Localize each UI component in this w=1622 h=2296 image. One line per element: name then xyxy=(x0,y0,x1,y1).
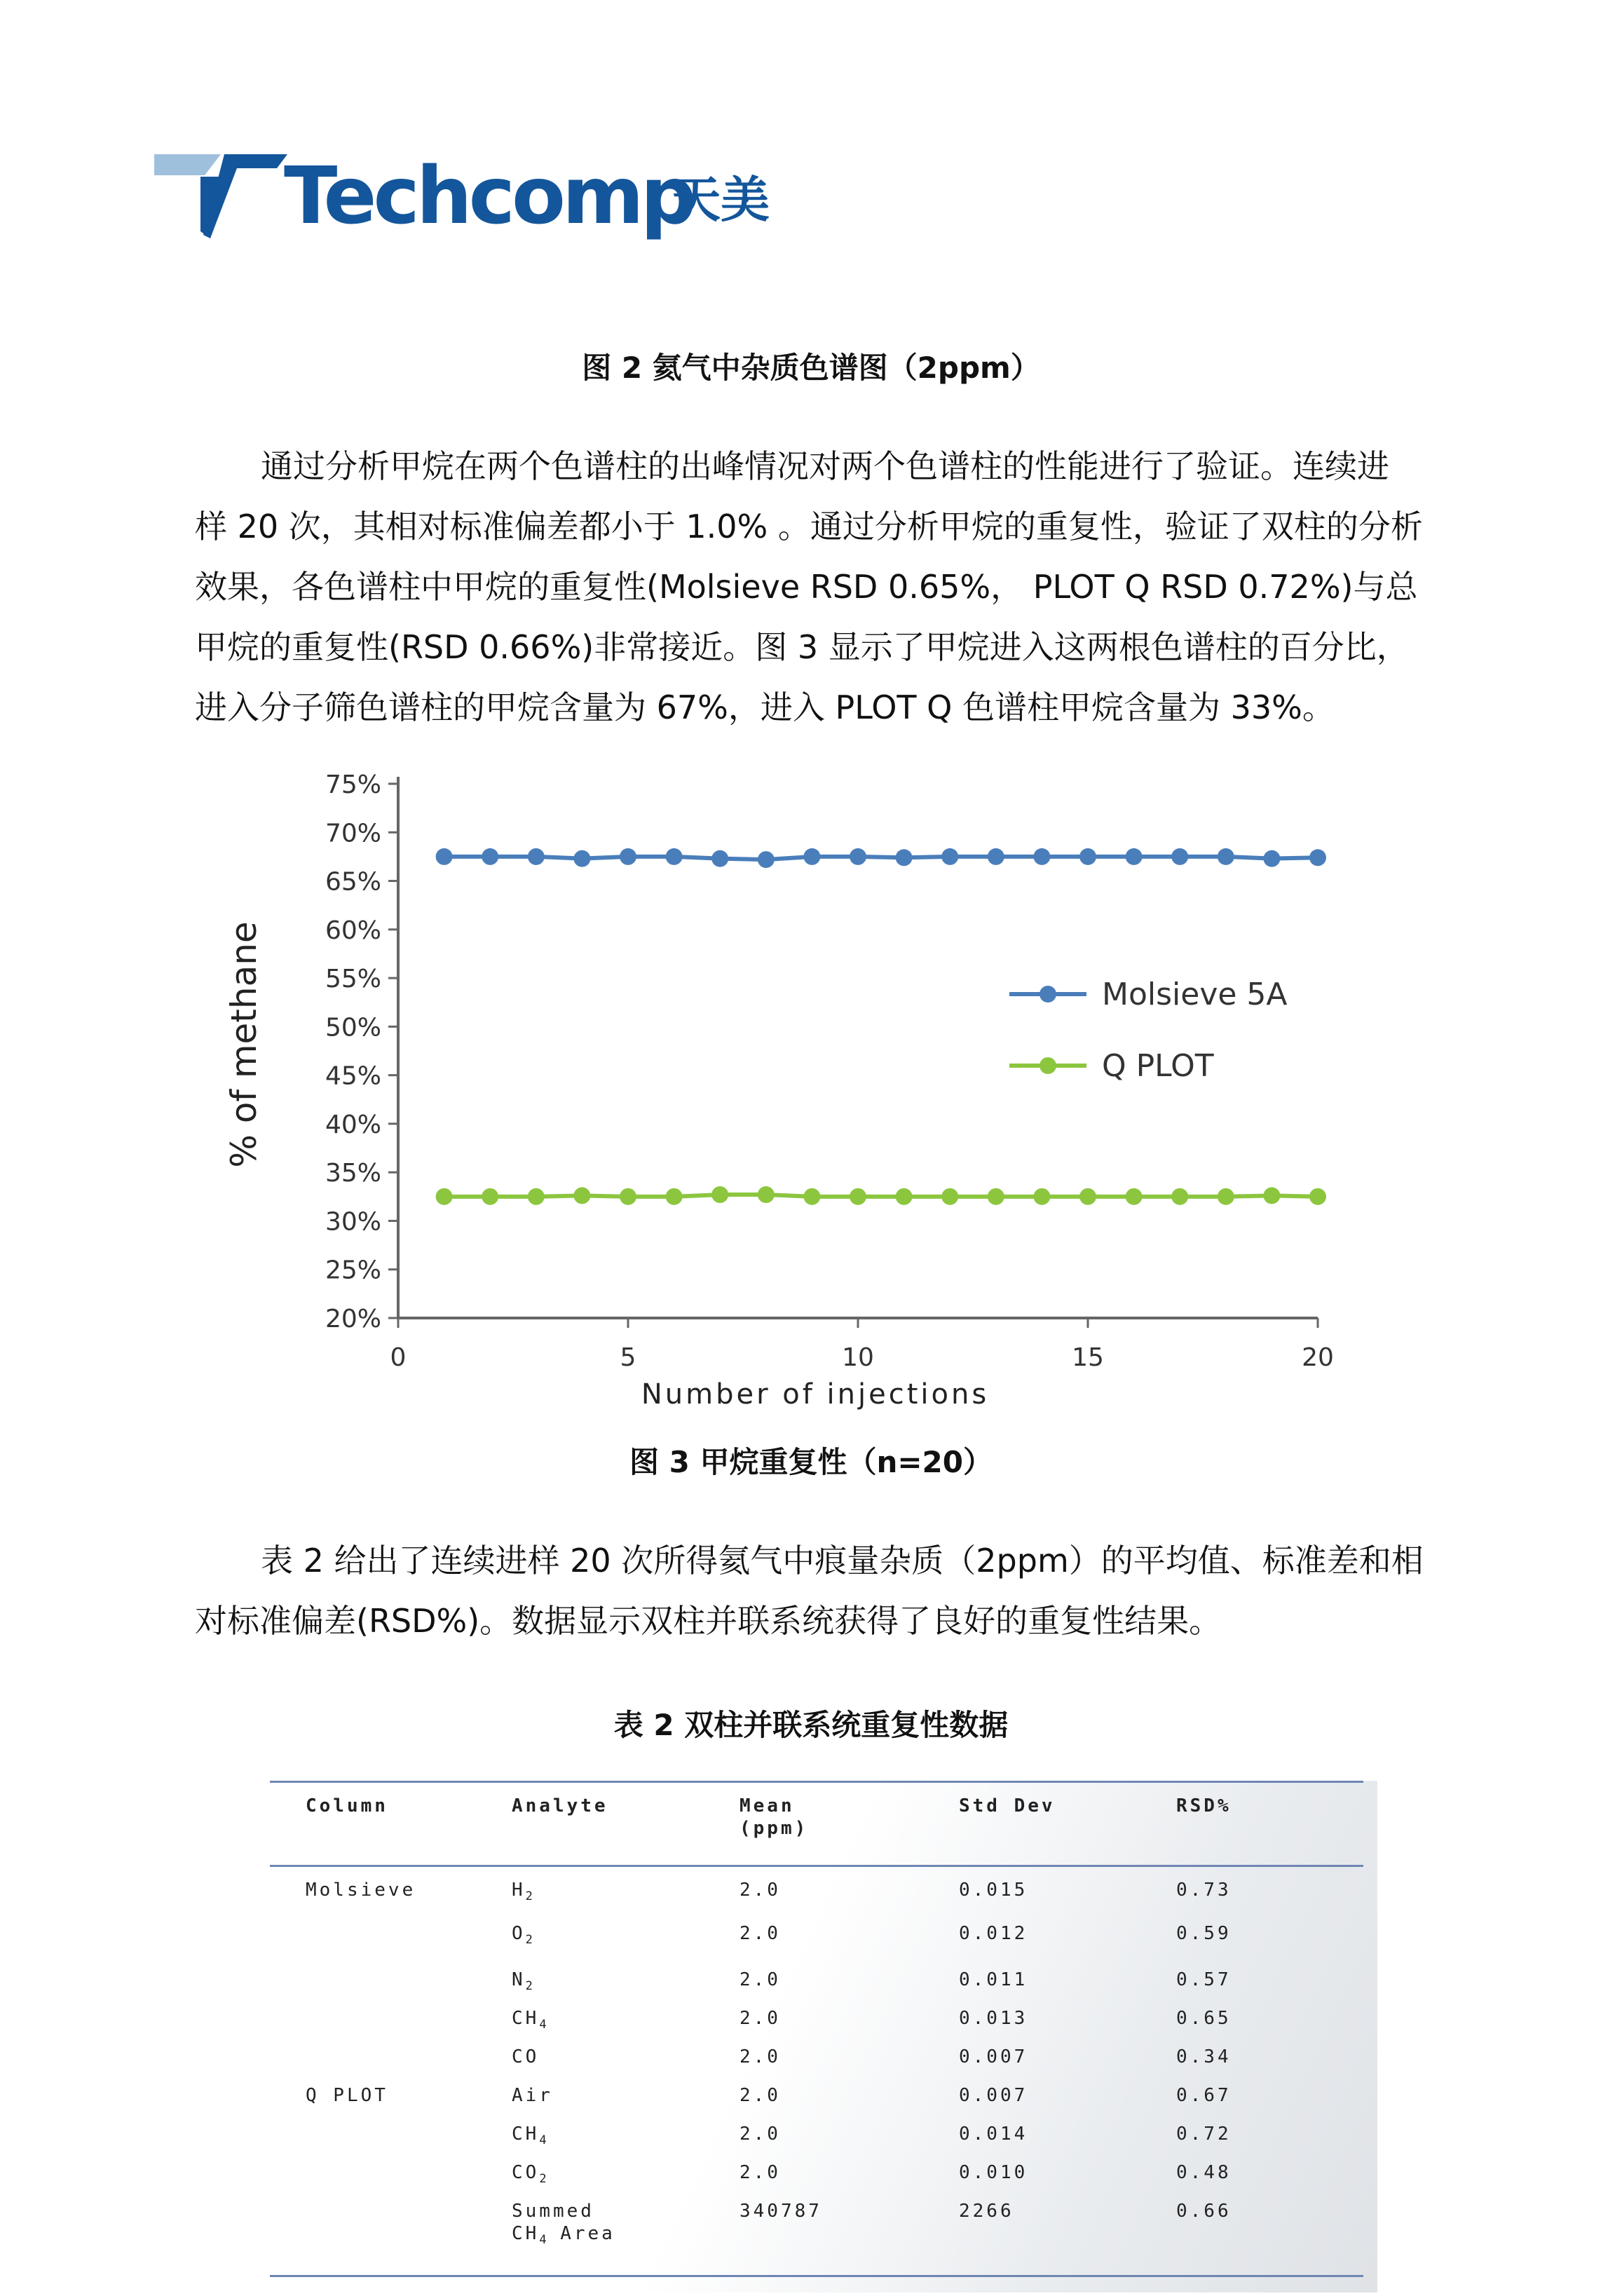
table-top-rule xyxy=(270,1781,1363,1783)
data-point xyxy=(896,1188,913,1205)
y-tick-label: 30% xyxy=(325,1207,381,1237)
data-point xyxy=(528,1188,545,1205)
y-tick-label: 60% xyxy=(325,916,381,945)
y-tick-label: 25% xyxy=(325,1256,381,1285)
data-point xyxy=(1079,848,1096,865)
data-point xyxy=(436,848,453,865)
header-mean: Mean xyxy=(740,1795,795,1816)
cell-mean: 2.0 xyxy=(740,2046,781,2067)
header-std-dev: Std Dev xyxy=(959,1795,1056,1816)
cell-analyte: $CH_4$ xyxy=(512,2124,547,2147)
cell-std-dev: 2266 xyxy=(959,2201,1014,2222)
cell-rsd: 0.57 xyxy=(1176,1969,1232,1990)
data-point xyxy=(1033,1188,1050,1205)
data-point xyxy=(1033,848,1050,865)
data-point xyxy=(1171,1188,1188,1205)
data-point xyxy=(1126,848,1143,865)
data-point xyxy=(803,848,820,865)
data-point xyxy=(850,848,866,865)
cell-mean: 2.0 xyxy=(740,1969,781,1990)
cell-mean: 2.0 xyxy=(740,1923,781,1944)
data-point xyxy=(436,1188,453,1205)
cell-std-dev: 0.007 xyxy=(959,2085,1028,2106)
data-point xyxy=(1171,848,1188,865)
cell-analyte: $O_2$ xyxy=(512,1923,533,1947)
cell-analyte: $H_2$ xyxy=(512,1880,533,1903)
y-tick-label: 45% xyxy=(325,1061,381,1091)
data-point xyxy=(666,848,683,865)
y-tick-label: 35% xyxy=(325,1159,381,1188)
cell-column: Molsieve xyxy=(306,1880,416,1901)
cell-analyte: CO xyxy=(512,2046,540,2067)
techcomp-logo xyxy=(154,147,855,245)
x-tick-label: 0 xyxy=(390,1343,407,1372)
techcomp-logo-mark-icon xyxy=(154,147,287,245)
cell-rsd: 0.72 xyxy=(1176,2124,1232,2145)
cell-rsd: 0.65 xyxy=(1176,2008,1232,2029)
cell-std-dev: 0.012 xyxy=(959,1923,1028,1944)
data-point xyxy=(850,1188,866,1205)
data-point xyxy=(482,1188,498,1205)
cell-rsd: 0.67 xyxy=(1176,2085,1232,2106)
cell-mean: 2.0 xyxy=(740,1880,781,1901)
data-point xyxy=(711,1186,728,1203)
data-point xyxy=(941,848,958,865)
y-tick-label: 65% xyxy=(325,867,381,897)
header-analyte: Analyte xyxy=(512,1795,608,1816)
data-point xyxy=(1218,1188,1234,1205)
y-axis-title: % of methane xyxy=(224,921,264,1168)
data-point xyxy=(1126,1188,1143,1205)
data-point xyxy=(666,1188,683,1205)
paragraph-1-line: 通过分析甲烷在两个色谱柱的出峰情况对两个色谱柱的性能进行了验证。连续进 xyxy=(261,447,1389,485)
cell-mean: 2.0 xyxy=(740,2085,781,2106)
y-tick-label: 55% xyxy=(325,965,381,994)
data-point xyxy=(620,848,636,865)
cell-mean: 2.0 xyxy=(740,2124,781,2145)
cell-analyte: $CO_2$ xyxy=(512,2162,547,2186)
legend-swatch-marker xyxy=(1040,1057,1056,1074)
paragraph-1 xyxy=(195,436,1450,738)
cell-std-dev: 0.013 xyxy=(959,2008,1028,2029)
header-rsd: RSD% xyxy=(1176,1795,1232,1816)
cell-mean: 340787 xyxy=(740,2201,822,2222)
data-point xyxy=(528,848,545,865)
data-point xyxy=(896,849,913,866)
cell-mean: 2.0 xyxy=(740,2162,781,2183)
data-point xyxy=(1309,1188,1326,1205)
legend-label: Molsieve 5A xyxy=(1102,977,1288,1012)
paragraph-2-line: 表 2 给出了连续进样 20 次所得氦气中痕量杂质（2ppm）的平均值、标准差和相 xyxy=(261,1542,1424,1580)
methane-repeatability-chart xyxy=(217,757,1402,1437)
header-mean-unit: (ppm) xyxy=(740,1818,809,1839)
data-point xyxy=(803,1188,820,1205)
table-header-rule xyxy=(270,1865,1363,1867)
figure-3-caption: 图 3 甲烷重复性（n=20） xyxy=(629,1445,993,1479)
figure-2-caption: 图 2 氦气中杂质色谱图（2ppm） xyxy=(582,351,1040,385)
cell-column: Q PLOT xyxy=(306,2085,388,2106)
data-point xyxy=(758,1186,775,1203)
data-point xyxy=(988,1188,1004,1205)
data-point xyxy=(1218,848,1234,865)
paragraph-2-line: 对标准偏差(RSD%)。数据显示双柱并联系统获得了良好的重复性结果。 xyxy=(195,1602,1222,1640)
cell-analyte: Air xyxy=(512,2085,553,2106)
data-point xyxy=(1079,1188,1096,1205)
cell-std-dev: 0.011 xyxy=(959,1969,1028,1990)
data-point xyxy=(620,1188,636,1205)
header-column: Column xyxy=(306,1795,388,1816)
paragraph-2 xyxy=(195,1530,1450,1651)
data-point xyxy=(482,848,498,865)
table-2-caption: 表 2 双柱并联系统重复性数据 xyxy=(613,1708,1009,1742)
paragraph-1-line: 效果，各色谱柱中甲烷的重复性(Molsieve RSD 0.65%， PLOT Q RSD 0.72%)与总 xyxy=(195,568,1418,606)
legend-swatch-marker xyxy=(1040,986,1056,1003)
paragraph-1-line: 进入分子筛色谱柱的甲烷含量为 67%，进入 PLOT Q 色谱柱甲烷含量为 33%。 xyxy=(195,688,1335,726)
data-point xyxy=(573,1187,590,1204)
y-tick-label: 50% xyxy=(325,1013,381,1042)
cell-rsd: 0.59 xyxy=(1176,1923,1232,1944)
y-tick-label: 75% xyxy=(325,770,381,799)
data-point xyxy=(711,850,728,867)
data-point xyxy=(573,850,590,867)
y-tick-label: 20% xyxy=(325,1305,381,1333)
cell-std-dev: 0.014 xyxy=(959,2124,1028,2145)
paragraph-1-line: 甲烷的重复性(RSD 0.66%)非常接近。图 3 显示了甲烷进入这两根色谱柱的百分比， xyxy=(195,628,1409,666)
cell-mean: 2.0 xyxy=(740,2008,781,2029)
data-point xyxy=(988,848,1004,865)
x-tick-label: 20 xyxy=(1302,1343,1334,1372)
legend-label: Q PLOT xyxy=(1102,1048,1214,1084)
x-tick-label: 15 xyxy=(1072,1343,1104,1372)
data-point xyxy=(1309,849,1326,866)
y-tick-label: 70% xyxy=(325,819,381,848)
data-point xyxy=(1263,1187,1280,1204)
paragraph-1-line: 样 20 次，其相对标准偏差都小于 1.0% 。通过分析甲烷的重复性，验证了双柱的分析 xyxy=(195,508,1423,545)
x-tick-label: 5 xyxy=(620,1343,636,1372)
y-tick-label: 40% xyxy=(325,1110,381,1139)
cell-analyte: $N_2$ xyxy=(512,1969,533,1993)
cell-rsd: 0.34 xyxy=(1176,2046,1232,2067)
table-bottom-rule xyxy=(270,2275,1363,2277)
x-tick-label: 10 xyxy=(842,1343,874,1372)
data-point xyxy=(941,1188,958,1205)
cell-rsd: 0.73 xyxy=(1176,1880,1232,1901)
cell-rsd: 0.66 xyxy=(1176,2201,1232,2222)
cell-std-dev: 0.010 xyxy=(959,2162,1028,2183)
cell-rsd: 0.48 xyxy=(1176,2162,1232,2183)
brand-name: Techcomp xyxy=(284,151,693,242)
cell-analyte: Summed $CH_4$ Area xyxy=(512,2201,615,2247)
data-point xyxy=(758,851,775,868)
x-axis-title: Number of injections xyxy=(641,1378,990,1411)
cell-analyte: $CH_4$ xyxy=(512,2008,547,2032)
brand-name-cn: 天美 xyxy=(672,171,770,229)
cell-std-dev: 0.015 xyxy=(959,1880,1028,1901)
data-point xyxy=(1263,850,1280,867)
cell-std-dev: 0.007 xyxy=(959,2046,1028,2067)
